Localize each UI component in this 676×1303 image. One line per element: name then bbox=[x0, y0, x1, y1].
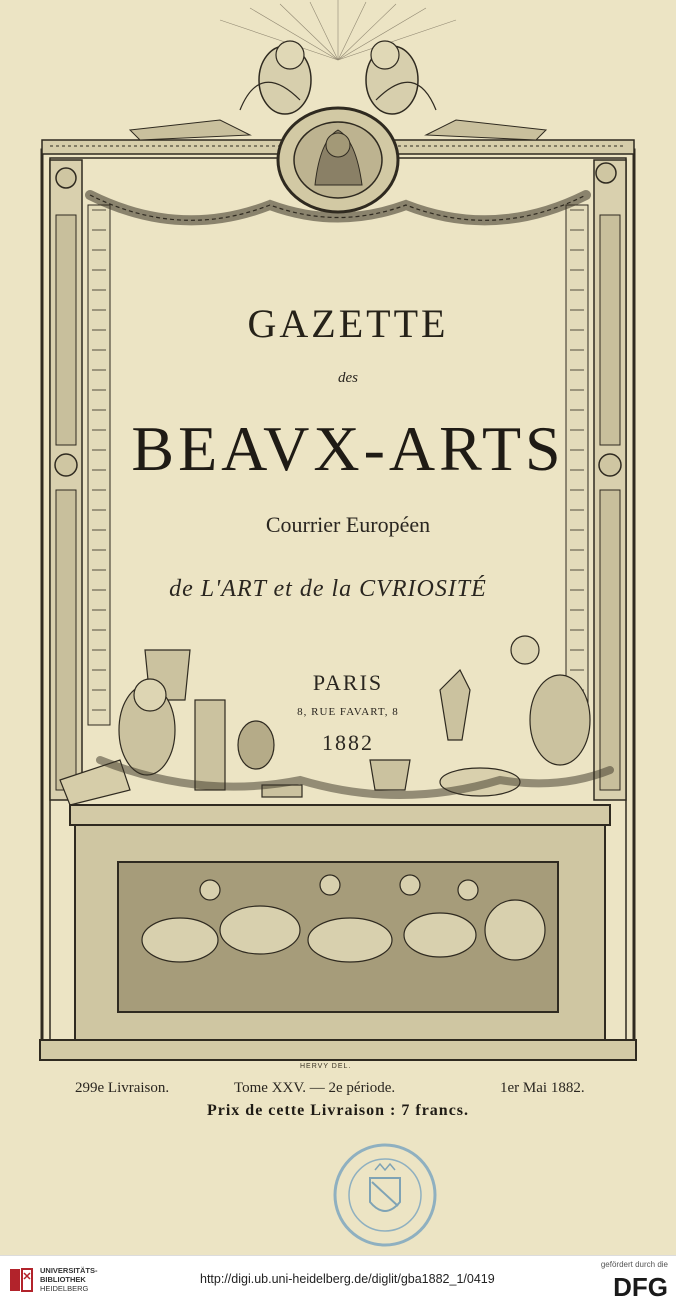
institution-line3: HEIDELBERG bbox=[40, 1284, 89, 1293]
title-beaux-arts: BEAVX-ARTS bbox=[131, 413, 565, 484]
imprint-city: PARIS bbox=[312, 670, 384, 695]
permalink-url[interactable]: http://digi.ub.uni-heidelberg.de/diglit/gba1882_1/0419 bbox=[200, 1272, 495, 1286]
title-des: des bbox=[338, 370, 358, 386]
artist-signature: HERVY DEL. bbox=[300, 1063, 352, 1070]
subtitle-art-curiosite: de L'ART et de la CVRIOSITÉ bbox=[169, 576, 487, 602]
institution-line1: UNIVERSITÄTS- bbox=[40, 1266, 98, 1275]
institution-line2: BIBLIOTHEK bbox=[40, 1275, 86, 1284]
price-line: Prix de cette Livraison : 7 francs. bbox=[206, 1102, 470, 1119]
subtitle-courrier: Courrier Européen bbox=[265, 512, 431, 537]
library-stamp-icon bbox=[330, 1140, 440, 1250]
institution-name bbox=[40, 1266, 98, 1293]
issue-livraison: 299e Livraison. bbox=[75, 1080, 170, 1096]
imprint-year: 1882 bbox=[322, 730, 374, 755]
university-logo-icon bbox=[8, 1265, 36, 1295]
dfg-logo: DFG bbox=[613, 1272, 668, 1302]
footer-bar bbox=[0, 1255, 676, 1303]
imprint-address: 8, RUE FAVART, 8 bbox=[297, 706, 399, 718]
sponsor-caption: gefördert durch die bbox=[600, 1260, 668, 1269]
issue-tome: Tome XXV. — 2e période. bbox=[234, 1080, 396, 1096]
title-gazette: GAZETTE bbox=[247, 301, 449, 346]
issue-date: 1er Mai 1882. bbox=[500, 1080, 585, 1096]
